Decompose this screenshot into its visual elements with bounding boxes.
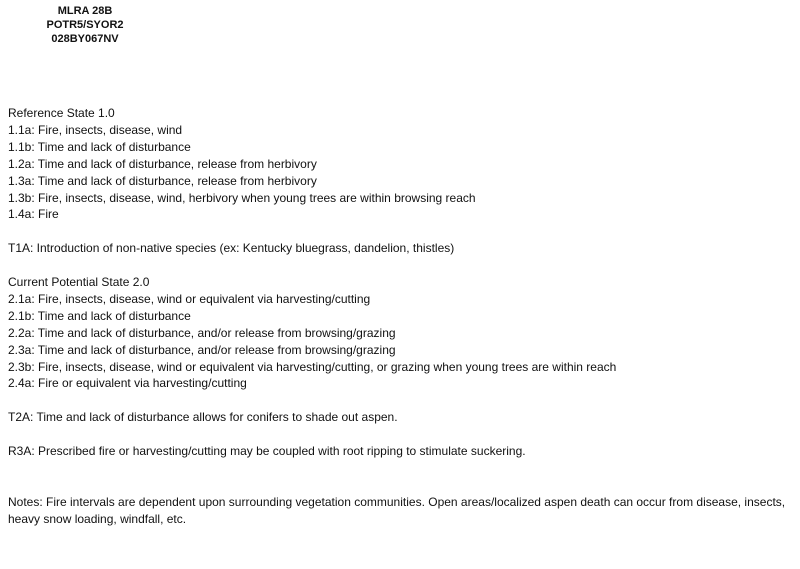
reference-state-item: 1.1b: Time and lack of disturbance bbox=[8, 139, 191, 154]
current-state-item: 2.3a: Time and lack of disturbance, and/or release from browsing/grazing bbox=[8, 342, 396, 357]
document-header bbox=[0, 4, 170, 46]
reference-state-item: 1.4a: Fire bbox=[8, 207, 59, 222]
reference-state-title: Reference State 1.0 bbox=[8, 106, 115, 120]
spacer bbox=[8, 426, 792, 443]
current-state-item: 2.1a: Fire, insects, disease, wind or equivalent via harvesting/cutting bbox=[8, 291, 371, 306]
spacer bbox=[8, 477, 792, 494]
state-transition-text bbox=[8, 105, 792, 528]
mlra-label: MLRA 28B bbox=[57, 5, 113, 17]
reference-state-item: 1.3b: Fire, insects, disease, wind, herbivory when young trees are within browsing reach bbox=[8, 190, 476, 205]
current-state-item: 2.1b: Time and lack of disturbance bbox=[8, 308, 191, 323]
notes-paragraph: Notes: Fire intervals are dependent upon surrounding vegetation communities. Open areas/localized aspen death can occur from disease, insects, heavy snow loading, windfall, etc. bbox=[8, 494, 786, 526]
current-state-item: 2.3b: Fire, insects, disease, wind or equivalent via harvesting/cutting, or grazing when young trees are within reach bbox=[8, 359, 617, 374]
current-state-title: Current Potential State 2.0 bbox=[8, 275, 150, 290]
current-state-item: 2.2a: Time and lack of disturbance, and/or release from browsing/grazing bbox=[8, 325, 396, 340]
reference-state-item: 1.2a: Time and lack of disturbance, release from herbivory bbox=[8, 156, 317, 171]
spacer bbox=[8, 223, 792, 240]
spacer bbox=[8, 392, 792, 409]
spacer bbox=[8, 460, 792, 477]
transition-t2a: T2A: Time and lack of disturbance allows for conifers to shade out aspen. bbox=[8, 410, 398, 425]
reference-state-item: 1.3a: Time and lack of disturbance, release from herbivory bbox=[8, 173, 317, 188]
restoration-r3a: R3A: Prescribed fire or harvesting/cutting may be coupled with root ripping to stimulate suckering. bbox=[8, 444, 526, 459]
species-code: POTR5/SYOR2 bbox=[46, 19, 124, 31]
spacer bbox=[8, 257, 792, 274]
ecological-site-id: 028BY067NV bbox=[51, 33, 119, 45]
current-state-item: 2.4a: Fire or equivalent via harvesting/cutting bbox=[8, 376, 247, 391]
transition-t1a: T1A: Introduction of non-native species (ex: Kentucky bluegrass, dandelion, thistles) bbox=[8, 241, 455, 256]
reference-state-item: 1.1a: Fire, insects, disease, wind bbox=[8, 122, 183, 137]
